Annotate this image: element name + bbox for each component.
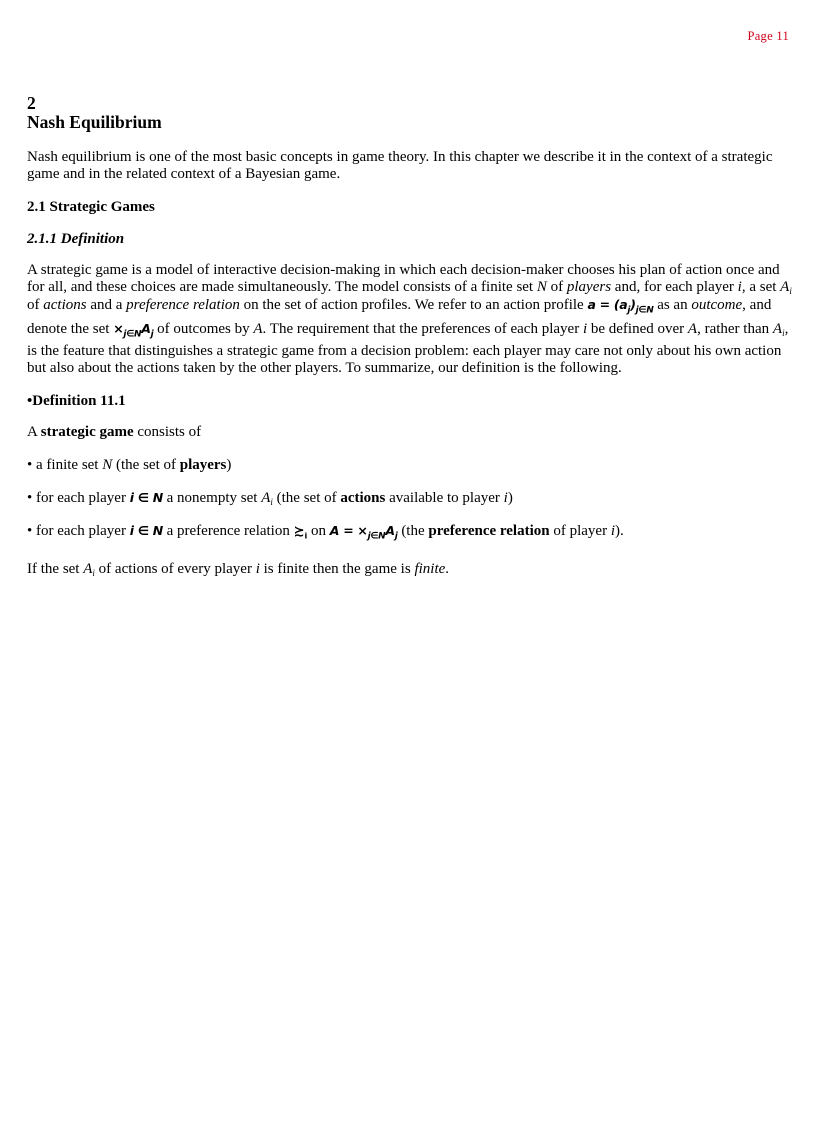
- text: on the set of action profiles. We refer to an action profile: [239, 297, 588, 313]
- math-i-in-N: i ∈ N: [129, 490, 163, 505]
- text: be defined over: [587, 320, 688, 337]
- text: , and denote the set: [27, 297, 772, 337]
- bullet-players: • a finite set N (the set of players): [27, 457, 232, 473]
- math-action-profile: $a = (a_j)_{j\in N}$: [587, 297, 654, 316]
- text: A strategic game is a model of interactive decision-making in which each decision-maker chooses his plan of action once and for all, and these choices are made simultaneously. The model consists of a finite set: [27, 262, 780, 295]
- chapter-number: 2: [27, 93, 36, 113]
- bullet-preference: • for each player i ∈ N a preference relation $≿_i$ on $A = \times_{j\in N}A_j$ (the preference relation of player i).: [27, 523, 624, 542]
- var-A: A: [253, 320, 263, 337]
- term-finite: finite: [414, 560, 446, 577]
- text: . The requirement that the preferences of each player: [262, 320, 583, 337]
- term-preference-relation: preference relation: [428, 523, 550, 539]
- definition-label: •Definition 11.1: [27, 393, 126, 409]
- term-players: players: [179, 457, 227, 473]
- closing-paragraph: If the set $A_i$ of actions of every player i is finite then the game is finite.: [27, 560, 450, 578]
- var-N: N: [536, 279, 547, 295]
- var-i: i: [582, 320, 588, 337]
- bullet-actions: • for each player i ∈ N a nonempty set $A_i$ (the set of actions available to player i): [27, 490, 513, 507]
- math-i-in-N: i ∈ N: [129, 523, 163, 538]
- page-content: [27, 94, 793, 594]
- sub-i: i: [789, 286, 792, 296]
- text: of outcomes by: [153, 320, 254, 337]
- intro-paragraph: Nash equilibrium is one of the most basic concepts in game theory. In this chapter we describe it in the context of a strategic game and in the related context of a Bayesian game.: [27, 149, 773, 182]
- text: as an: [653, 297, 692, 313]
- var-i: i: [737, 279, 742, 295]
- section-heading: 2.1 Strategic Games: [27, 199, 155, 215]
- text: and a: [86, 297, 127, 313]
- term-strategic-game: strategic game: [40, 424, 134, 440]
- math-preference-symbol: $≿_i$: [293, 524, 308, 541]
- term-outcome: outcome: [691, 297, 743, 313]
- definition-intro: A strategic game consists of: [27, 424, 202, 440]
- term-actions: actions: [340, 490, 386, 506]
- text: , rather than: [697, 320, 773, 337]
- var-A: A: [780, 279, 790, 295]
- text: , a set: [741, 279, 781, 295]
- term-actions: actions: [43, 297, 87, 313]
- term-players: players: [566, 279, 612, 295]
- text: , is the feature that distinguishes a strategic game from a decision problem: each player may care not only about his own action but also about the actions taken by the other players. To summarize, our definition is the following.: [27, 320, 789, 376]
- text: of: [27, 297, 44, 313]
- var-A: A: [687, 320, 698, 337]
- definition-paragraph: [27, 262, 793, 377]
- math-outcome-set: $\times_{j\in N}A_j$: [113, 320, 154, 339]
- sub-i: i: [782, 327, 785, 338]
- math-A-product: $A = \times_{j\in N}A_j$: [329, 523, 398, 542]
- chapter-title: Nash Equilibrium: [27, 112, 162, 132]
- page-number: Page 11: [747, 29, 789, 43]
- term-preference-relation: preference relation: [126, 297, 240, 313]
- var-A: A: [772, 320, 783, 337]
- text: and, for each player: [611, 279, 738, 295]
- text: of: [546, 279, 567, 295]
- subsection-heading: 2.1.1 Definition: [27, 231, 125, 247]
